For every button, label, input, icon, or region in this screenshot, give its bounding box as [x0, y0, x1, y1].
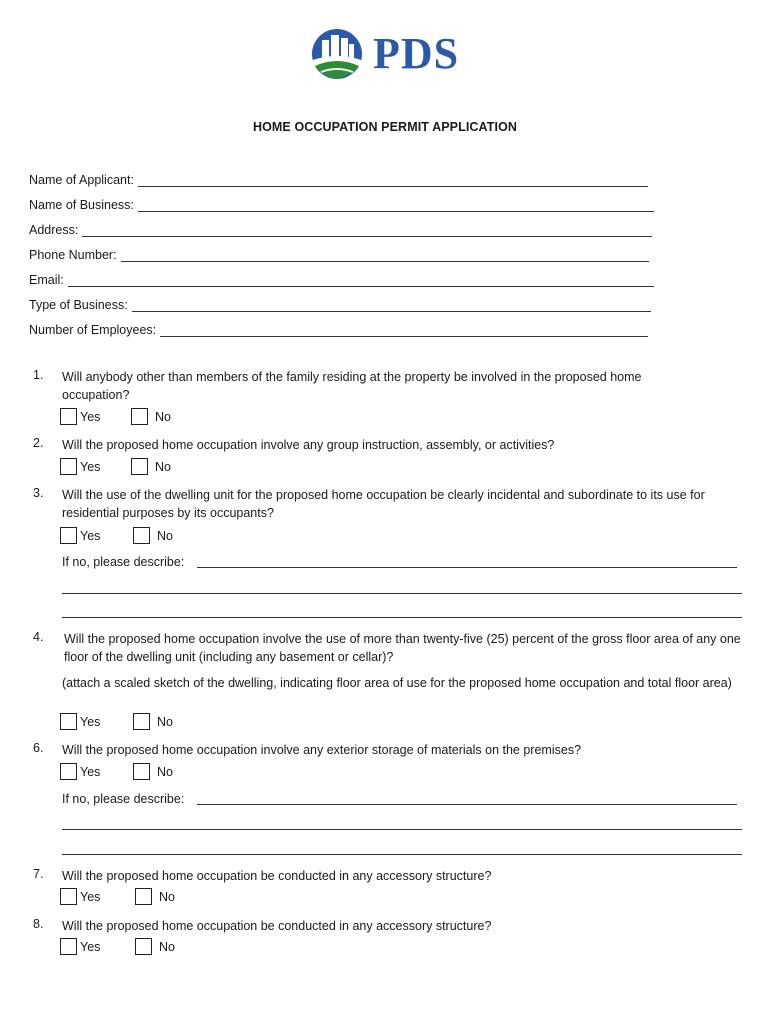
- q1-yes-option[interactable]: [60, 408, 100, 425]
- page-title: HOME OCCUPATION PERMIT APPLICATION: [252, 120, 518, 134]
- q3-yes-option[interactable]: [60, 527, 100, 544]
- question-8-text: Will the proposed home occupation be conducted in any accessory structure?: [62, 919, 492, 933]
- question-7-number: 7.: [33, 867, 44, 881]
- pds-logo: [311, 28, 459, 80]
- question-3-number: 3.: [33, 486, 44, 500]
- q7-yes-label: Yes: [80, 889, 101, 904]
- business-name-line[interactable]: [138, 199, 654, 212]
- q6-yes-option[interactable]: [60, 763, 100, 780]
- address-label: Address:: [29, 223, 79, 237]
- q6-describe-line-1[interactable]: [197, 804, 737, 805]
- question-4-note: (attach a scaled sketch of the dwelling, indicating floor area of use for the proposed home occupation and total floor area): [62, 676, 732, 690]
- question-1-number: 1.: [33, 368, 44, 382]
- q6-no-label: No: [157, 764, 173, 779]
- question-7-text: Will the proposed home occupation be conducted in any accessory structure?: [62, 869, 492, 883]
- business-type-line[interactable]: [132, 299, 651, 312]
- q6-yes-checkbox[interactable]: [60, 763, 77, 780]
- q1-yes-label: Yes: [80, 409, 101, 424]
- q3-yes-checkbox[interactable]: [60, 527, 77, 544]
- q1-no-label: No: [155, 409, 171, 424]
- q3-describe-line-3[interactable]: [62, 617, 742, 618]
- q3-yes-label: Yes: [80, 528, 101, 543]
- q2-yes-label: Yes: [80, 459, 101, 474]
- q2-no-checkbox[interactable]: [131, 458, 148, 475]
- q4-no-checkbox[interactable]: [133, 713, 150, 730]
- q7-yes-checkbox[interactable]: [60, 888, 77, 905]
- phone-number-field[interactable]: [29, 246, 649, 262]
- q6-describe-line-3[interactable]: [62, 854, 742, 855]
- address-line[interactable]: [82, 224, 652, 237]
- phone-number-label: Phone Number:: [29, 248, 117, 262]
- employees-field[interactable]: [29, 321, 648, 337]
- q6-no-checkbox[interactable]: [133, 763, 150, 780]
- logo-text: PDS: [372, 29, 460, 78]
- question-8-number: 8.: [33, 917, 44, 931]
- question-2-number: 2.: [33, 436, 44, 450]
- email-line[interactable]: [68, 274, 654, 287]
- q1-no-checkbox[interactable]: [131, 408, 148, 425]
- applicant-name-field[interactable]: [29, 171, 648, 187]
- question-3-text: Will the use of the dwelling unit for the proposed home occupation be clearly incidental and subordinate to its use for residential purposes by its occupants?: [62, 488, 705, 520]
- q7-yes-option[interactable]: [60, 888, 100, 905]
- q4-yes-option[interactable]: [60, 713, 100, 730]
- q1-yes-checkbox[interactable]: [60, 408, 77, 425]
- employees-line[interactable]: [160, 324, 648, 337]
- question-2-text: Will the proposed home occupation involve any group instruction, assembly, or activities?: [62, 438, 555, 452]
- question-6-text: Will the proposed home occupation involve any exterior storage of materials on the premises?: [62, 743, 582, 757]
- email-label: Email:: [29, 273, 64, 287]
- q6-describe-line-2[interactable]: [62, 829, 742, 830]
- header-logo-area: [0, 24, 770, 84]
- question-6-number: 6.: [33, 741, 44, 755]
- question-4-text: Will the proposed home occupation involve the use of more than twenty-five (25) percent of the gross floor area of any one floor of the dwelling unit (including any basement or cellar)?: [64, 632, 741, 664]
- q3-no-checkbox[interactable]: [133, 527, 150, 544]
- business-type-label: Type of Business:: [29, 298, 128, 312]
- q6-no-option[interactable]: [133, 763, 173, 780]
- q7-no-label: No: [159, 889, 175, 904]
- q4-no-option[interactable]: [133, 713, 173, 730]
- employees-label: Number of Employees:: [29, 323, 157, 337]
- pds-emblem-icon: [311, 28, 363, 80]
- question-4-number: 4.: [33, 630, 44, 644]
- q7-no-option[interactable]: [135, 888, 175, 905]
- applicant-name-line[interactable]: [138, 174, 648, 187]
- business-name-field[interactable]: [29, 196, 654, 212]
- q6-yes-label: Yes: [80, 764, 101, 779]
- q8-no-option[interactable]: [135, 938, 175, 955]
- q3-describe-label: If no, please describe:: [62, 555, 185, 569]
- applicant-name-label: Name of Applicant:: [29, 173, 134, 187]
- q1-no-option[interactable]: [131, 408, 171, 425]
- phone-number-line[interactable]: [121, 249, 649, 262]
- q2-no-option[interactable]: [131, 458, 171, 475]
- q8-yes-option[interactable]: [60, 938, 100, 955]
- q3-no-label: No: [157, 528, 173, 543]
- question-1-text: Will anybody other than members of the family residing at the property be involved in the proposed home occupation?: [62, 370, 642, 402]
- business-type-field[interactable]: [29, 296, 651, 312]
- business-name-label: Name of Business:: [29, 198, 134, 212]
- q6-describe-label: If no, please describe:: [62, 792, 185, 806]
- q2-yes-checkbox[interactable]: [60, 458, 77, 475]
- q4-yes-label: Yes: [80, 714, 101, 729]
- q8-no-checkbox[interactable]: [135, 938, 152, 955]
- q7-no-checkbox[interactable]: [135, 888, 152, 905]
- q2-no-label: No: [155, 459, 171, 474]
- q2-yes-option[interactable]: [60, 458, 100, 475]
- q3-describe-line-2[interactable]: [62, 593, 742, 594]
- q8-no-label: No: [159, 939, 175, 954]
- address-field[interactable]: [29, 221, 652, 237]
- q3-no-option[interactable]: [133, 527, 173, 544]
- q3-describe-line-1[interactable]: [197, 567, 737, 568]
- email-field[interactable]: [29, 271, 654, 287]
- q4-yes-checkbox[interactable]: [60, 713, 77, 730]
- q8-yes-checkbox[interactable]: [60, 938, 77, 955]
- q4-no-label: No: [157, 714, 173, 729]
- q8-yes-label: Yes: [80, 939, 101, 954]
